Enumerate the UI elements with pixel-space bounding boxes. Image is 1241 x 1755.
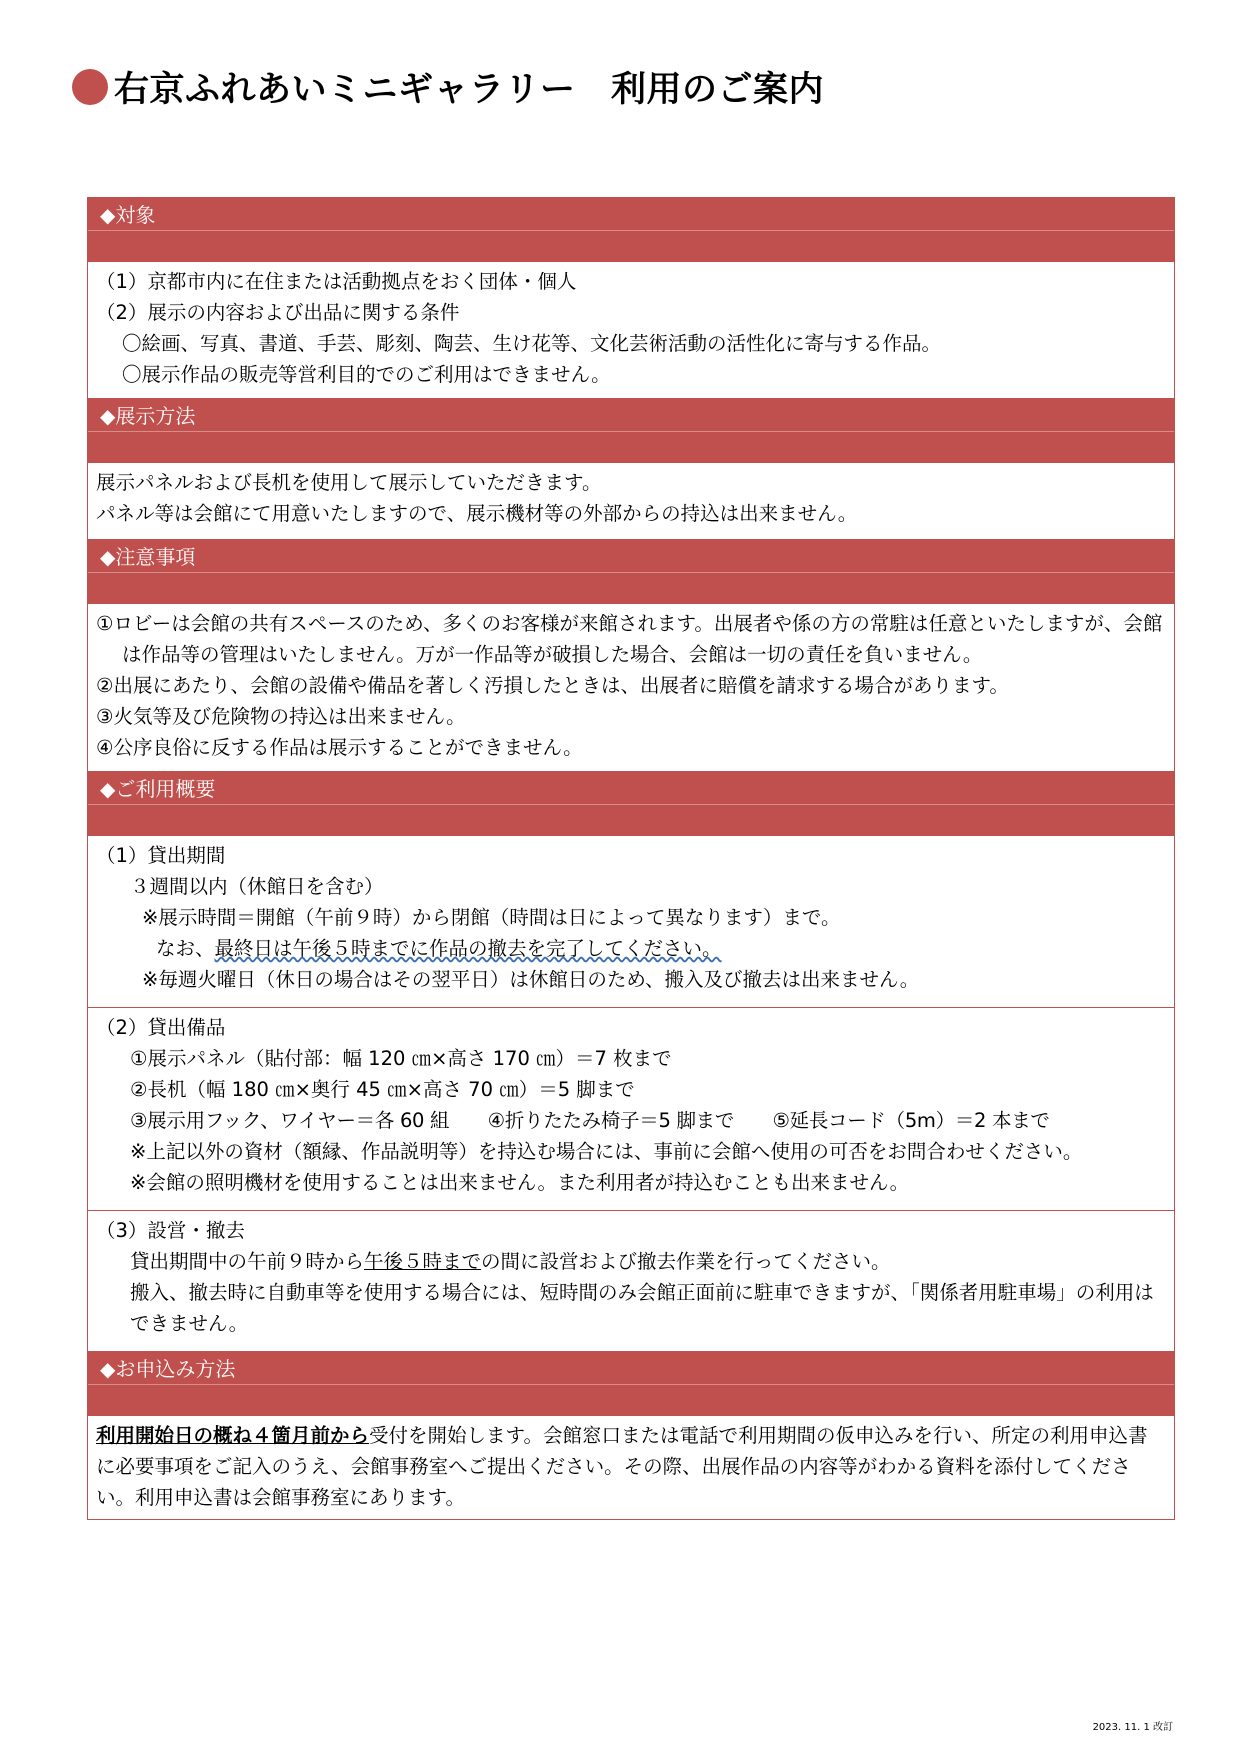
target-line-1: （1）京都市内に在住または活動拠点をおく団体・個人 [96, 270, 577, 293]
equipment-line-1: ①展示パネル（貼付部：幅 120 ㎝×高さ 170 ㎝）＝7 枚まで [130, 1047, 672, 1070]
target-line-4: 〇展示作品の販売等営利目的でのご利用はできません。 [122, 363, 611, 386]
overview-equipment [88, 1007, 1174, 1210]
section-body-apply [88, 1416, 1174, 1519]
setup-line-1 [96, 1246, 1166, 1277]
method-line-1: 展示パネルおよび長机を使用して展示していただきます。 [96, 471, 602, 494]
equipment-line-5: ※会館の照明機材を使用することは出来ません。また利用者が持込むことも出来ません。 [130, 1171, 910, 1194]
period-line-1: ３週間以内（休館日を含む） [130, 875, 384, 898]
period-line-2: ※展示時間＝開館（午前９時）から閉館（時間は日によって異なります）まで。 [142, 906, 841, 929]
notes-item-2: ②出展にあたり、会館の設備や備品を著しく汚損したときは、出展者に賠償を請求する場合があります。 [96, 674, 1009, 697]
page-title-text: 右京ふれあいミニギャラリー 利用のご案内 [114, 70, 825, 110]
equipment-line-3: ③展示用フック、ワイヤー＝各 60 組 ④折りたたみ椅子＝5 脚まで ⑤延長コード（5m）＝2 本まで [130, 1109, 1050, 1132]
notes-item-4: ④公序良俗に反する作品は展示することができません。 [96, 736, 583, 759]
setup-line-1-b: 午後５時まで [364, 1250, 482, 1273]
overview-period [88, 836, 1174, 1007]
section-body-method [88, 463, 1174, 539]
overview-setup [88, 1210, 1174, 1351]
page-title [72, 62, 824, 112]
setup-line-2: 搬入、撤去時に自動車等を使用する場合には、短時間のみ会館正面前に駐車できますが、「関係者用駐車場」の利用はできません。 [130, 1281, 1154, 1335]
period-line-3-prefix: なお、 [156, 937, 215, 960]
section-body-target [88, 262, 1174, 398]
section-header-overview: ◆ご利用概要 [88, 771, 1174, 836]
notes-item-1: ①ロビーは会館の共有スペースのため、多くのお客様が来館されます。出展者や係の方の常駐は任意といたしますが、会館は作品等の管理はいたしません。万が一作品等が破損した場合、会館は一切の責任を負いません。 [96, 612, 1163, 666]
setup-line-1-a: 貸出期間中の午前９時から [130, 1250, 365, 1273]
red-dot-icon [72, 69, 108, 105]
equipment-line-2: ②長机（幅 180 ㎝×奥行 45 ㎝×高さ 70 ㎝）＝5 脚まで [130, 1078, 635, 1101]
apply-emphasis: 利用開始日の概ね４箇月前から [96, 1424, 370, 1447]
section-header-apply [88, 1351, 1174, 1416]
apply-header-text: ◆お申込み方法 [100, 1357, 236, 1381]
target-line-3: 〇絵画、写真、書道、手芸、彫刻、陶芸、生け花等、文化芸術活動の活性化に寄与する作品。 [122, 332, 942, 355]
section-header-target: ◆対象 [88, 197, 1174, 262]
equipment-heading: （2）貸出備品 [96, 1016, 226, 1039]
method-line-2: パネル等は会館にて用意いたしますので、展示機材等の外部からの持込は出来ません。 [96, 502, 858, 525]
equipment-line-4: ※上記以外の資材（額縁、作品説明等）を持込む場合には、事前に会館へ使用の可否をお問合わせください。 [130, 1140, 1083, 1163]
notes-item-3: ③火気等及び危険物の持込は出来ません。 [96, 705, 466, 728]
period-line-3-emphasis: 最終日は午後５時までに作品の撤去を完了してください。 [214, 937, 722, 960]
setup-heading: （3）設営・撤去 [96, 1219, 245, 1242]
section-header-notes: ◆注意事項 [88, 539, 1174, 604]
info-table [87, 197, 1175, 1520]
period-line-3 [96, 933, 1166, 964]
revision-date: 2023. 11. 1 改訂 [1092, 1722, 1173, 1733]
period-heading: （1）貸出期間 [96, 844, 226, 867]
target-line-2: （2）展示の内容および出品に関する条件 [96, 301, 460, 324]
apply-text: 受付を開始します。会館窓口または電話で利用期間の仮申込みを行い、所定の利用申込書に必要事項をご記入のうえ、会館事務室へご提出ください。その際、出展作品の内容等がわかる資料を添付してください。利用申込書は会館事務室にあります。 [96, 1424, 1148, 1509]
period-line-4: ※毎週火曜日（休日の場合はその翌平日）は休館日のため、搬入及び撤去は出来ません。 [142, 968, 920, 991]
section-header-method: ◆展示方法 [88, 398, 1174, 463]
setup-line-1-c: の間に設営および撤去作業を行ってください。 [481, 1250, 891, 1273]
section-body-notes [88, 604, 1174, 771]
